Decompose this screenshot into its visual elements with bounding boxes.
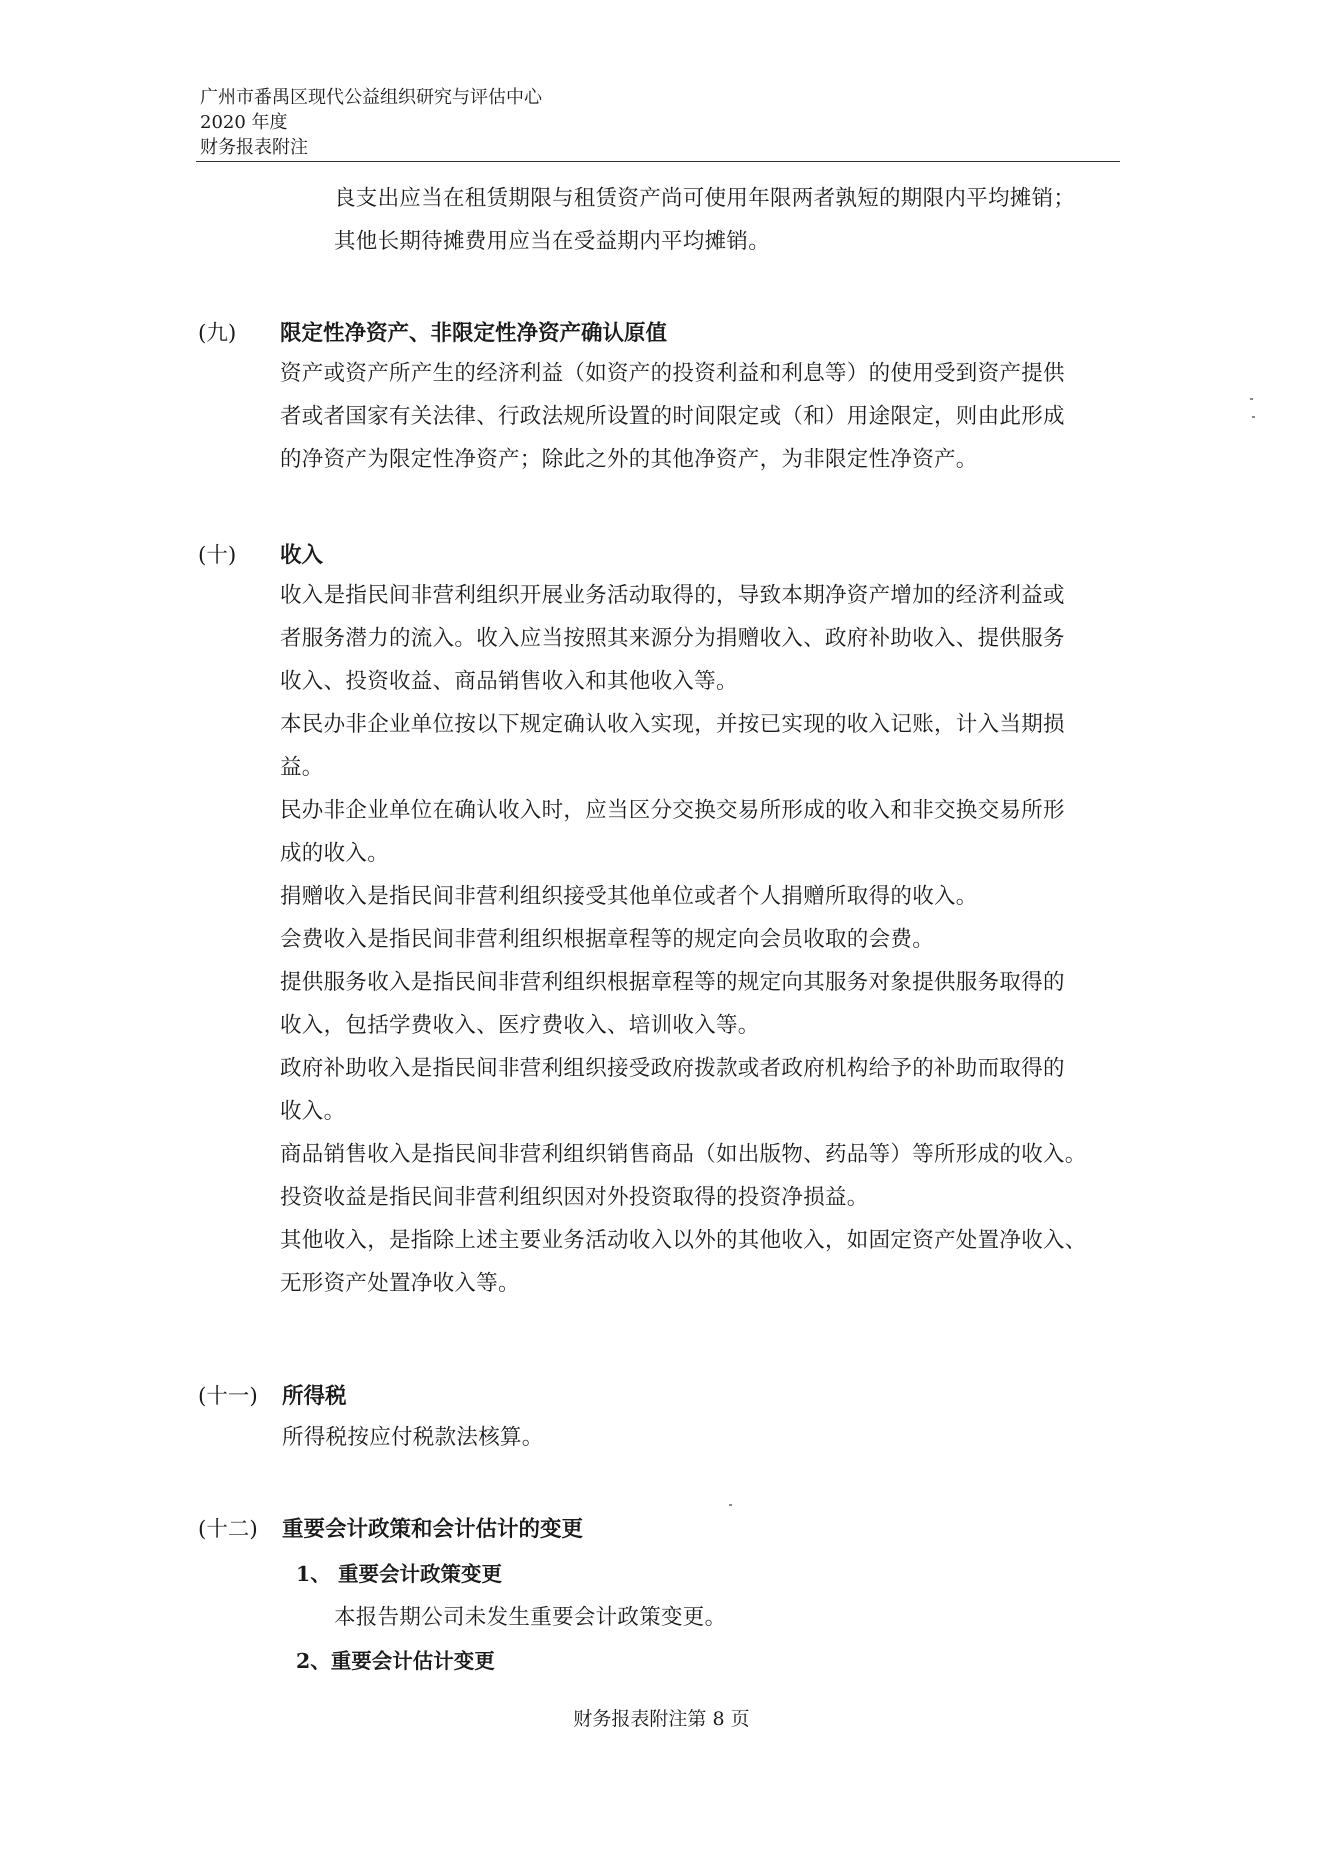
text-line: 提供服务收入是指民间非营利组织根据章程等的规定向其服务对象提供服务取得的	[280, 970, 1065, 995]
text-line: 成的收入。	[280, 841, 390, 866]
section-12-title: 重要会计政策和会计估计的变更	[282, 1517, 584, 1542]
header-year: 2020 年度	[200, 112, 288, 133]
section-9-number: (九)	[198, 321, 237, 346]
text-line: 本民办非企业单位按以下规定确认收入实现，并按已实现的收入记账，计入当期损	[280, 712, 1065, 737]
text-line: 商品销售收入是指民间非营利组织销售商品（如出版物、药品等）等所形成的收入。	[280, 1142, 1087, 1167]
header-doc-title: 财务报表附注	[200, 137, 308, 158]
subsection-1-number: 1、	[296, 1562, 331, 1586]
section-9-title: 限定性净资产、非限定性净资产确认原值	[280, 321, 668, 346]
text-line: 益。	[280, 755, 324, 780]
text-line: 者服务潜力的流入。收入应当按照其来源分为捐赠收入、政府补助收入、提供服务	[280, 626, 1065, 651]
text-line: 本报告期公司未发生重要会计政策变更。	[334, 1605, 727, 1630]
text-line: 者或者国家有关法律、行政法规所设置的时间限定或（和）用途限定，则由此形成	[280, 404, 1065, 429]
text-line: 政府补助收入是指民间非营利组织接受政府拨款或者政府机构给予的补助而取得的	[280, 1056, 1065, 1081]
text-line: 民办非企业单位在确认收入时，应当区分交换交易所形成的收入和非交换交易所形	[280, 798, 1065, 823]
text-line: 无形资产处置净收入等。	[280, 1271, 520, 1296]
section-11-body	[282, 1416, 544, 1459]
text-line: 所得税按应付税款法核算。	[282, 1425, 544, 1450]
section-11-title: 所得税	[282, 1384, 347, 1409]
section-10-body	[280, 574, 1087, 1305]
section-10-title: 收入	[280, 543, 324, 568]
scan-speck	[1250, 398, 1253, 400]
text-line: 收入是指民间非营利组织开展业务活动取得的，导致本期净资产增加的经济利益或	[280, 583, 1065, 608]
section-9-body	[280, 352, 1065, 481]
header-org-name: 广州市番禺区现代公益组织研究与评估中心	[200, 87, 542, 108]
intro-paragraph	[334, 177, 1075, 263]
subsection-1-title: 重要会计政策变更	[338, 1562, 502, 1586]
text-line: 收入、投资收益、商品销售收入和其他收入等。	[280, 669, 738, 694]
page-header	[200, 85, 1120, 160]
text-line: 其他收入，是指除上述主要业务活动收入以外的其他收入，如固定资产处置净收入、	[280, 1228, 1087, 1253]
section-12-number: (十二)	[198, 1517, 258, 1542]
text-line: 收入，包括学费收入、医疗费收入、培训收入等。	[280, 1013, 760, 1038]
text-line: 良支出应当在租赁期限与租赁资产尚可使用年限两者孰短的期限内平均摊销；	[334, 186, 1076, 211]
scan-speck	[729, 1504, 732, 1506]
page-footer: 财务报表附注第 8 页	[573, 1708, 750, 1730]
text-line: 捐赠收入是指民间非营利组织接受其他单位或者个人捐赠所取得的收入。	[280, 884, 978, 909]
scan-speck	[1252, 416, 1255, 418]
text-line: 的净资产为限定性净资产；除此之外的其他净资产，为非限定性净资产。	[280, 447, 978, 472]
text-line: 收入。	[280, 1099, 346, 1124]
text-line: 投资收益是指民间非营利组织因对外投资取得的投资净损益。	[280, 1185, 869, 1210]
subsection-2-title: 2、重要会计估计变更	[296, 1649, 495, 1673]
section-11-number: (十一)	[198, 1384, 258, 1409]
text-line: 会费收入是指民间非营利组织根据章程等的规定向会员收取的会费。	[280, 927, 935, 952]
header-divider	[196, 161, 1120, 162]
text-line: 其他长期待摊费用应当在受益期内平均摊销。	[334, 229, 771, 254]
subsection-1-body	[334, 1596, 726, 1639]
section-10-number: (十)	[198, 543, 237, 568]
text-line: 资产或资产所产生的经济利益（如资产的投资利益和利息等）的使用受到资产提供	[280, 361, 1065, 386]
